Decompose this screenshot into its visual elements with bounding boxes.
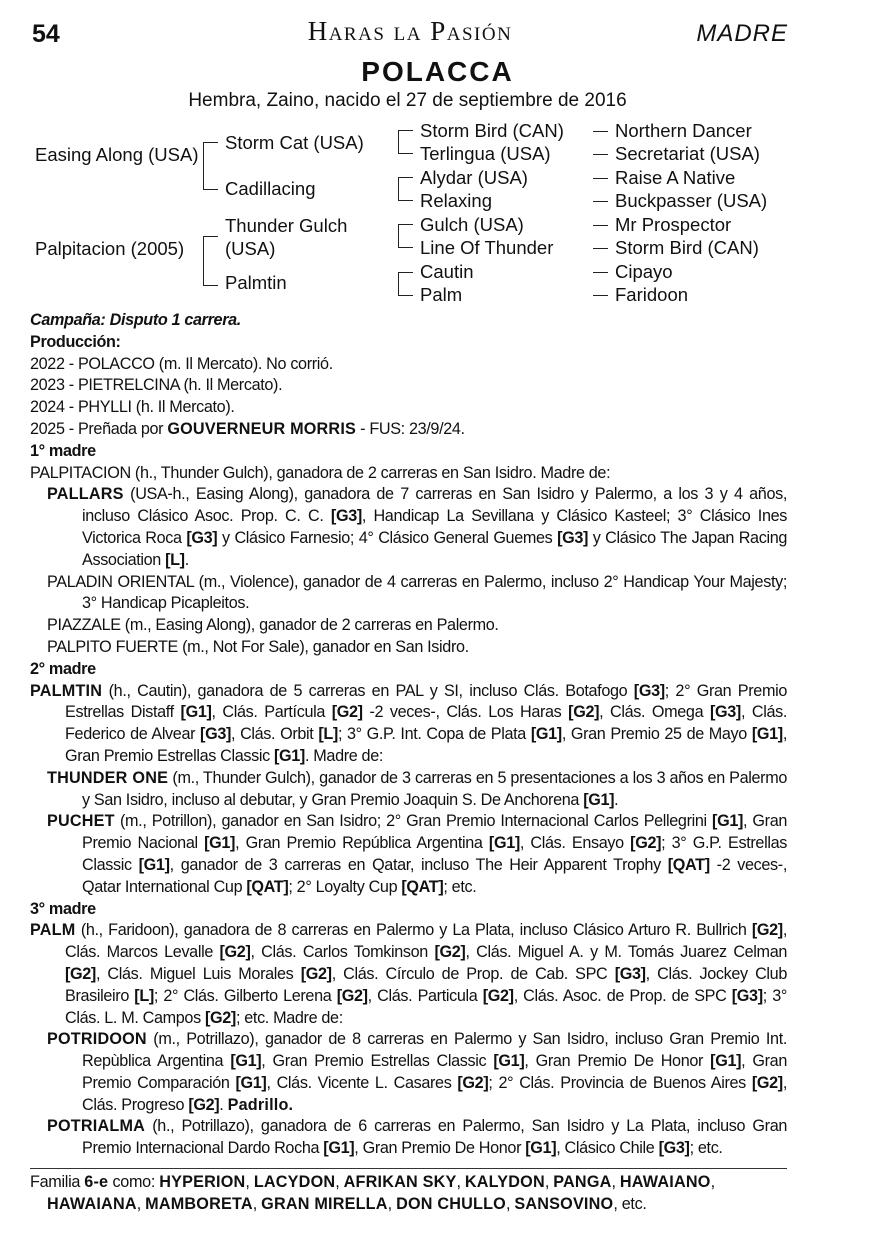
family-prefix: Familia bbox=[30, 1173, 85, 1191]
text-run: , Clás. Partícula bbox=[211, 703, 332, 722]
text-run: -2 veces-, Qatar International Cup bbox=[82, 855, 787, 896]
production-title: Producción: bbox=[30, 332, 121, 351]
pedigree-gen3: Palm bbox=[420, 284, 463, 305]
grade: [QAT] bbox=[401, 877, 444, 896]
production-item bbox=[30, 419, 787, 441]
horse-name: POLACCA bbox=[361, 56, 514, 87]
pedigree-dash bbox=[593, 154, 608, 155]
family-horse: SANSOVINO bbox=[514, 1195, 614, 1213]
grade: [G3] bbox=[633, 681, 665, 700]
production-item: 2023 - PIETRELCINA (h. Il Mercato). bbox=[30, 376, 283, 395]
produce-thunder-one bbox=[30, 768, 787, 812]
text-run: , Clás. Orbit bbox=[231, 725, 319, 744]
text-run: (h., Cautin), ganadora de 5 carreras en PAL y SI, incluso Clás. Botafogo bbox=[102, 681, 634, 700]
family-horse: AFRIKAN SKY bbox=[343, 1173, 457, 1191]
text-run: , Gran Premio Comparación bbox=[82, 1052, 787, 1092]
stallion-note: Padrillo. bbox=[227, 1095, 294, 1114]
text-run: , Gran Premio Estrellas Classic bbox=[261, 1052, 494, 1071]
dam3-palm bbox=[30, 920, 787, 1029]
text-run: , Clás. Omega bbox=[599, 703, 710, 722]
text-run: , Gran Premio Nacional bbox=[82, 812, 787, 853]
pedigree-gen3: Alydar (USA) bbox=[420, 167, 528, 188]
pedigree-gen4: Northern Dancer bbox=[615, 120, 752, 141]
grade: [G2] bbox=[65, 964, 96, 983]
covering-sire: GOUVERNEUR MORRIS bbox=[167, 419, 357, 438]
pedigree-gen4: Storm Bird (CAN) bbox=[615, 237, 759, 258]
text-run: (m., Potrillon), ganador en San Isidro; 2° Gran Premio Internacional Carlos Pellegrini bbox=[114, 812, 713, 831]
grade: [G1] bbox=[235, 1073, 267, 1092]
text-run: , Gran Premio República Argentina bbox=[235, 834, 489, 853]
text-run: ; 2° Clás. Gilberto Lerena bbox=[153, 986, 337, 1005]
grade: [G3] bbox=[709, 703, 741, 722]
grade: [QAT] bbox=[667, 855, 710, 874]
grade: [G1] bbox=[530, 725, 562, 744]
text-run: , Clás. Miguel A. y M. Tomás Juarez Celman bbox=[465, 943, 787, 962]
pedigree-gen4: Cipayo bbox=[615, 261, 673, 282]
grade: [G1] bbox=[138, 855, 170, 874]
family-horse: HAWAIANA bbox=[47, 1195, 137, 1213]
pedigree-gen4: Mr Prospector bbox=[615, 214, 732, 235]
produce-piazzale: PIAZZALE (m., Easing Along), ganador de 2 carreras en Palermo. bbox=[47, 616, 499, 635]
pedigree-sire-text: Easing Along (USA) bbox=[35, 144, 199, 165]
text-run: , Clás. Asoc. de Prop. de SPC bbox=[513, 986, 732, 1005]
grade: [G1] bbox=[488, 834, 520, 853]
text-run: , Clás. Vicente L. Casares bbox=[266, 1073, 458, 1092]
pedigree-gen2: Storm Cat (USA) bbox=[225, 132, 364, 153]
text-run: , Clás. Miguel Luis Morales bbox=[95, 964, 301, 983]
text-run: . bbox=[614, 790, 619, 809]
text-run: , Gran Premio 25 de Mayo bbox=[561, 725, 752, 744]
pedigree-gen3: Storm Bird (CAN) bbox=[420, 120, 564, 141]
text-run: (m., Thunder Gulch), ganador de 3 carreras en 5 presentaciones a los 3 años en Palermo y San Isidro, incluso al debutar, y Gran Premio Joaquin S. De Anchorena bbox=[82, 768, 787, 809]
text-run: . bbox=[184, 550, 189, 569]
produce-palpito: PALPITO FUERTE (m., Not For Sale), ganador en San Isidro. bbox=[47, 637, 469, 656]
produce-potridoon bbox=[30, 1029, 787, 1116]
family-horse: GRAN MIRELLA bbox=[261, 1195, 388, 1213]
pedigree-bracket bbox=[203, 142, 218, 190]
horse-name-palmtin: PALMTIN bbox=[30, 681, 103, 700]
pedigree-gen4: Secretariat (USA) bbox=[615, 143, 760, 164]
pedigree-gen3: Terlingua (USA) bbox=[420, 143, 551, 164]
dam1-title: 1° madre bbox=[30, 441, 96, 460]
pedigree-gen2: Cadillacing bbox=[225, 178, 316, 199]
text-run: , Clás. Carlos Tomkinson bbox=[250, 943, 435, 962]
text-run: . bbox=[219, 1095, 228, 1114]
pedigree-bracket bbox=[398, 130, 413, 154]
horse-name-pallars: PALLARS bbox=[47, 485, 124, 504]
text-run: ; 2° Clás. Provincia de Buenos Aires bbox=[488, 1073, 752, 1092]
grade: [G3] bbox=[186, 528, 218, 547]
pedigree-dash bbox=[593, 272, 608, 273]
produce-puchet bbox=[30, 811, 787, 898]
production-item: 2022 - POLACCO (m. Il Mercato). No corrió. bbox=[30, 354, 333, 373]
text-run: , Clás. Círculo de Prop. de Cab. SPC bbox=[331, 964, 615, 983]
grade: [G2] bbox=[336, 986, 368, 1005]
grade: [G1] bbox=[230, 1052, 262, 1071]
grade: [G1] bbox=[751, 725, 783, 744]
grade: [G2] bbox=[457, 1073, 489, 1092]
family-horse: MAMBORETA bbox=[145, 1195, 253, 1213]
grade: [G2] bbox=[331, 703, 363, 722]
text-run: ; 2° Gran Premio Estrellas Distaff bbox=[65, 681, 787, 722]
produce-potrialma bbox=[30, 1116, 787, 1160]
text-run: -2 veces-, Clás. Los Haras bbox=[362, 703, 569, 722]
horse-description: Hembra, Zaino, nacido el 27 de septiembre de 2016 bbox=[188, 90, 627, 111]
grade: [L] bbox=[318, 725, 338, 744]
farm-title: Haras la Pasión bbox=[307, 16, 513, 46]
text-run: , Gran Premio De Honor bbox=[524, 1052, 711, 1071]
grade: [G2] bbox=[219, 943, 251, 962]
text-run: , Handicap La Sevillana y Clásico Kasteel; 3° Clásico Ines Victorica Roca bbox=[82, 507, 787, 547]
pedigree-gen4: Buckpasser (USA) bbox=[615, 190, 768, 211]
text-run: , Clás. Jockey Club Brasileiro bbox=[65, 964, 787, 1005]
grade: [G1] bbox=[204, 834, 236, 853]
family-horse: LACYDON bbox=[253, 1173, 336, 1191]
text-run: (h., Potrillazo), ganadora de 6 carreras en Palermo, San Isidro y La Plata, incluso Gran Premio Internacional Dardo Rocha bbox=[82, 1117, 787, 1158]
horse-name-potridoon: POTRIDOON bbox=[47, 1030, 147, 1049]
production-suffix: - FUS: 23/9/24. bbox=[356, 419, 465, 438]
pedigree-dam-text: Palpitacion (2005) bbox=[35, 238, 185, 259]
text-run: , Clás. Particula bbox=[367, 986, 483, 1005]
pedigree-dash bbox=[593, 131, 608, 132]
pedigree-dash bbox=[593, 201, 608, 202]
grade: [G1] bbox=[274, 746, 305, 765]
production-prefix: 2025 - Preñada por bbox=[30, 419, 168, 438]
section-label: MADRE bbox=[696, 20, 788, 47]
pedigree-dash bbox=[593, 295, 608, 296]
pedigree-gen3: Gulch (USA) bbox=[420, 214, 524, 235]
text-run: . Madre de: bbox=[304, 746, 384, 765]
pedigree-dash bbox=[593, 248, 608, 249]
grade: [G3] bbox=[330, 507, 362, 526]
grade: [G1] bbox=[583, 790, 615, 809]
grade: [G2] bbox=[300, 964, 332, 983]
grade: [G1] bbox=[712, 812, 744, 831]
grade: [G2] bbox=[751, 921, 783, 940]
text-run: ; etc. bbox=[689, 1139, 723, 1158]
text-run: , Clás. Ensayo bbox=[519, 834, 631, 853]
family-horse: HAWAIANO bbox=[619, 1173, 711, 1191]
grade: [G3] bbox=[557, 528, 589, 547]
text-run: , Clásico Chile bbox=[556, 1139, 659, 1158]
catalog-text bbox=[30, 310, 787, 1160]
pedigree-dash bbox=[593, 178, 608, 179]
text-run: ; etc. bbox=[443, 877, 477, 896]
text-run: (m., Potrillazo), ganador de 8 carreras en Palermo y San Isidro, incluso Gran Premio Int. Repùblica Argentina bbox=[82, 1030, 787, 1071]
text-run: , Clás. Marcos Levalle bbox=[65, 921, 787, 962]
campaign: Campaña: Disputo 1 carrera. bbox=[30, 311, 241, 329]
dam1-intro: PALPITACION (h., Thunder Gulch), ganadora de 2 carreras en San Isidro. Madre de: bbox=[30, 463, 611, 482]
grade: [G2] bbox=[204, 1008, 236, 1027]
pedigree-gen2: Palmtin bbox=[225, 272, 287, 293]
grade: [G2] bbox=[434, 943, 466, 962]
text-run: , Clás. Federico de Alvear bbox=[65, 703, 787, 744]
family-horse: HYPERION bbox=[159, 1173, 246, 1191]
grade: [QAT] bbox=[246, 877, 289, 896]
text-run: y Clásico Farnesio; 4° Clásico General Guemes bbox=[217, 528, 558, 547]
grade: [G2] bbox=[568, 703, 600, 722]
pedigree-bracket bbox=[398, 177, 413, 201]
text-run: , Clás. Progreso bbox=[82, 1073, 787, 1114]
family-code: 6-e bbox=[84, 1173, 109, 1191]
grade: [G1] bbox=[323, 1139, 355, 1158]
grade: [G2] bbox=[751, 1073, 783, 1092]
grade: [G1] bbox=[180, 703, 212, 722]
text-run: , Gran Premio Estrellas Classic bbox=[65, 725, 787, 765]
text-run: ; 2° Loyalty Cup bbox=[288, 877, 402, 896]
grade: [L] bbox=[165, 550, 185, 569]
text-run: , Gran Premio De Honor bbox=[354, 1139, 526, 1158]
pedigree-bracket bbox=[398, 272, 413, 296]
horse-name-puchet: PUCHET bbox=[47, 812, 115, 831]
production-item: 2024 - PHYLLI (h. Il Mercato). bbox=[30, 398, 235, 417]
produce-paladin: PALADIN ORIENTAL (m., Violence), ganador de 4 carreras en Palermo, incluso 2° Handicap Your Majesty; 3° Handicap Picapleitos. bbox=[47, 572, 787, 613]
pedigree-gen2: Thunder Gulch (USA) bbox=[225, 215, 348, 259]
dam2-title: 2° madre bbox=[30, 659, 96, 678]
pedigree-dam bbox=[35, 237, 184, 260]
horse-name-thunder-one: THUNDER ONE bbox=[47, 768, 169, 787]
text-run: (USA-h., Easing Along), ganadora de 7 carreras en San Isidro y Palermo, a los 3 y 4 años, incluso Clásico Asoc. Prop. C. C. bbox=[82, 485, 787, 526]
text-run: (h., Faridoon), ganadora de 8 carreras en Palermo y La Plata, incluso Clásico Arturo R. Bullrich bbox=[75, 921, 752, 940]
grade: [G2] bbox=[188, 1095, 220, 1114]
page-number: 54 bbox=[32, 20, 60, 48]
produce-pallars bbox=[30, 484, 787, 571]
pedigree-gen4: Raise A Native bbox=[615, 167, 736, 188]
horse-name-potrialma: POTRIALMA bbox=[47, 1117, 146, 1136]
text-run: , ganador de 3 carreras en Qatar, incluso The Heir Apparent Trophy bbox=[169, 855, 668, 874]
family-footer: Familia 6-e como: HYPERION, LACYDON, AFRIKAN SKY, KALYDON, PANGA, HAWAIANO, HAWAIANA, MAMBORETA, GRAN MIRELLA, DON CHULLO, SANSOVINO, etc. bbox=[30, 1168, 787, 1215]
pedigree-gen3: Relaxing bbox=[420, 190, 492, 211]
dam2-palmtin bbox=[30, 681, 787, 768]
pedigree-chart bbox=[0, 0, 875, 320]
grade: [L] bbox=[134, 986, 154, 1005]
horse-name-palm: PALM bbox=[30, 921, 76, 940]
grade: [G3] bbox=[731, 986, 763, 1005]
grade: [G3] bbox=[200, 725, 232, 744]
pedigree-gen3: Cautin bbox=[420, 261, 474, 282]
grade: [G1] bbox=[493, 1052, 525, 1071]
pedigree-gen3: Line Of Thunder bbox=[420, 237, 554, 258]
dam3-title: 3° madre bbox=[30, 899, 96, 918]
grade: [G1] bbox=[710, 1052, 742, 1071]
pedigree-gen4: Faridoon bbox=[615, 284, 689, 305]
family-como: como: bbox=[108, 1173, 160, 1191]
grade: [G3] bbox=[614, 964, 646, 983]
family-indent bbox=[30, 1195, 47, 1213]
text-run: ; 3° G.P. Estrellas Classic bbox=[82, 834, 787, 874]
family-horse: PANGA bbox=[553, 1173, 612, 1191]
pedigree-bracket bbox=[398, 224, 413, 248]
text-run: y Clásico The Japan Racing Association bbox=[82, 528, 787, 569]
text-run: ; 3° G.P. Int. Copa de Plata bbox=[337, 725, 531, 744]
pedigree-dash bbox=[593, 225, 608, 226]
grade: [G3] bbox=[658, 1139, 690, 1158]
family-etc: , etc. bbox=[613, 1195, 647, 1213]
family-horse: KALYDON bbox=[464, 1173, 545, 1191]
grade: [G1] bbox=[525, 1139, 557, 1158]
text-run: ; 3° Clás. L. M. Campos bbox=[65, 986, 787, 1027]
text-run: ; etc. Madre de: bbox=[235, 1008, 343, 1027]
family-horse: DON CHULLO bbox=[396, 1195, 506, 1213]
grade: [G2] bbox=[482, 986, 514, 1005]
grade: [G2] bbox=[630, 834, 662, 853]
pedigree-bracket bbox=[203, 236, 218, 286]
pedigree-sire bbox=[35, 143, 199, 166]
